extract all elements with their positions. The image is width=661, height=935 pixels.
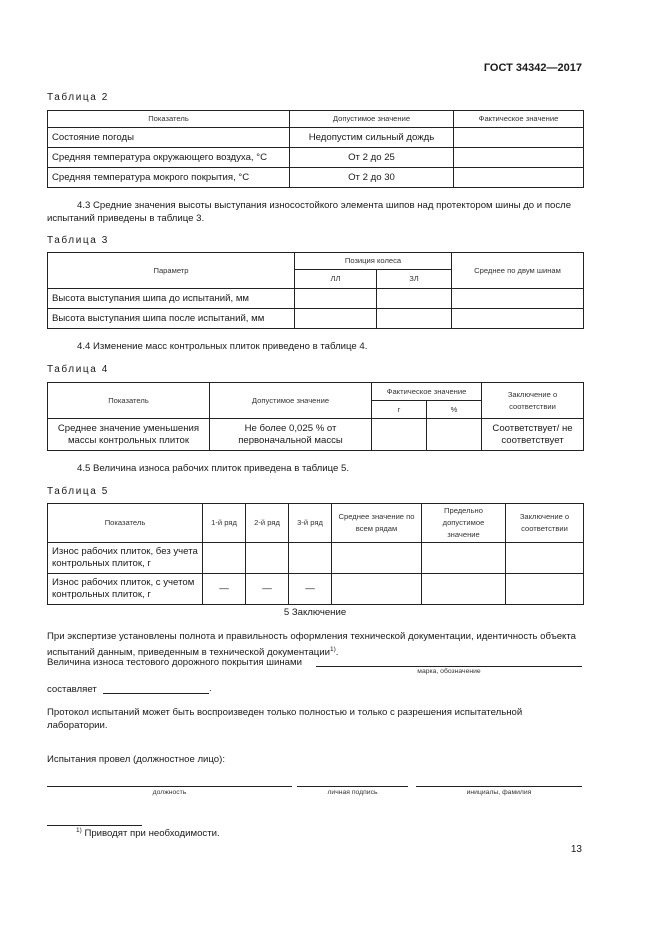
table-cell: Износ рабочих плиток, с учетом контрольных плиток, г [48,574,203,605]
section-5-title: 5 Заключение [283,607,347,618]
header-cell: ЗЛ [377,270,452,289]
signature-fill-line[interactable] [297,786,408,787]
table-cell [422,543,506,574]
table-cell: Состояние погоды [48,128,290,148]
table-5-caption: Таблица 5 [47,486,109,497]
header-cell: Позиция колеса [295,253,452,270]
header-cell: Допустимое значение [290,111,454,128]
header-cell: Показатель [48,504,203,543]
header-cell: 1-й ряд [203,504,246,543]
conclusion-text-end: . [335,647,339,659]
table-row [48,309,584,329]
amount-period: . [209,683,212,694]
table-3-caption: Таблица 3 [47,235,109,246]
paragraph-4-4: 4.4 Изменение масс контрольных плиток приведено в таблице 4. [77,341,368,352]
signature-caption: личная подпись [327,789,378,796]
table-header-row [48,504,584,543]
header-cell: Среднее значение по всем рядам [332,504,422,543]
position-fill-line[interactable] [47,786,292,787]
table-5 [47,503,584,605]
table-cell [332,543,422,574]
table-cell: Среднее значение уменьшения массы контрольных плиток [48,419,210,451]
brand-caption: марка, обозначение [417,668,481,675]
document-code: ГОСТ 34342—2017 [483,62,582,74]
table-cell: Высота выступания шипа после испытаний, мм [48,309,295,329]
page-number: 13 [570,844,582,855]
table-3 [47,252,584,329]
table-cell [295,309,377,329]
table-cell: Средняя температура окружающего воздуха, °С [48,148,290,168]
footnote [76,827,220,839]
table-row [48,289,584,309]
position-caption: должность [152,789,187,796]
table-row [48,128,584,148]
conclusion-paragraph-1 [47,630,582,659]
table-cell [377,289,452,309]
table-4-caption: Таблица 4 [47,364,109,375]
table-cell [422,574,506,605]
header-cell: Параметр [48,253,295,289]
table-cell: — [289,574,332,605]
table-cell [372,419,427,451]
table-cell [452,309,584,329]
header-cell: Предельно допустимое значение [422,504,506,543]
table-cell: Высота выступания шипа до испытаний, мм [48,289,295,309]
table-cell [506,543,584,574]
table-cell [332,574,422,605]
footnote-text: Приводят при необходимости. [84,828,220,840]
conclusion-text: При экспертизе установлены полнота и правильность оформления технической документации, идентичность объекта испытаний данным, приведенным в технической документации [47,631,576,659]
header-cell: ЛЛ [295,270,377,289]
table-cell: Не более 0,025 % от первоначальной массы [210,419,372,451]
table-row [48,419,584,451]
table-cell: Износ рабочих плиток, без учета контрольных плиток, г [48,543,203,574]
name-fill-line[interactable] [416,786,582,787]
tester-label: Испытания провел (должностное лицо): [47,754,225,765]
table-header-row [48,111,584,128]
header-cell: Допустимое значение [210,383,372,419]
table-cell [454,148,584,168]
header-cell: 3-й ряд [289,504,332,543]
table-2 [47,110,584,188]
table-4 [47,382,584,451]
table-cell: — [246,574,289,605]
table-cell: Недопустим сильный дождь [290,128,454,148]
table-cell [289,543,332,574]
table-cell [203,543,246,574]
table-cell [452,289,584,309]
table-cell [454,128,584,148]
name-caption: инициалы, фамилия [466,789,532,796]
table-header-row [48,383,584,401]
table-cell: От 2 до 25 [290,148,454,168]
table-header-row [48,253,584,270]
table-cell: Средняя температура мокрого покрытия, °С [48,168,290,188]
table-cell: — [203,574,246,605]
table-cell [246,543,289,574]
table-row [48,168,584,188]
table-row [48,574,584,605]
header-cell: Фактическое значение [372,383,482,401]
protocol-paragraph: Протокол испытаний может быть воспроизведен только полностью и только с разрешения испытательной лаборатории. [47,707,523,731]
table-row [48,148,584,168]
table-cell: Соответствует/ не соответствует [482,419,584,451]
table-cell [377,309,452,329]
header-cell: Заключение о соответствии [506,504,584,543]
header-cell: 2-й ряд [246,504,289,543]
table-cell [295,289,377,309]
table-cell [427,419,482,451]
table-row [48,543,584,574]
header-cell: Показатель [48,111,290,128]
table-cell: От 2 до 30 [290,168,454,188]
paragraph-4-3: 4.3 Средние значения высоты выступания износостойкого элемента шипов над протектором шины до и после испытаний приведены в таблице 3. [47,200,572,224]
header-cell: Заключение о соответствии [482,383,584,419]
paragraph-4-5: 4.5 Величина износа рабочих плиток приведена в таблице 5. [77,463,349,474]
header-cell: % [427,401,482,419]
footnote-mark: 1) [76,827,82,834]
header-cell: г [372,401,427,419]
footnote-divider [47,825,142,826]
wear-value-label: Величина износа тестового дорожного покрытия шинами [47,657,302,668]
footnote-ref: 1) [330,646,336,653]
brand-fill-line[interactable] [316,666,582,667]
header-cell: Показатель [48,383,210,419]
table-cell [454,168,584,188]
header-cell: Среднее по двум шинам [452,253,584,289]
amount-fill-line[interactable] [103,693,209,694]
table-2-caption: Таблица 2 [47,92,109,103]
table-cell [506,574,584,605]
header-cell: Фактическое значение [454,111,584,128]
amount-label: составляет [47,684,97,695]
